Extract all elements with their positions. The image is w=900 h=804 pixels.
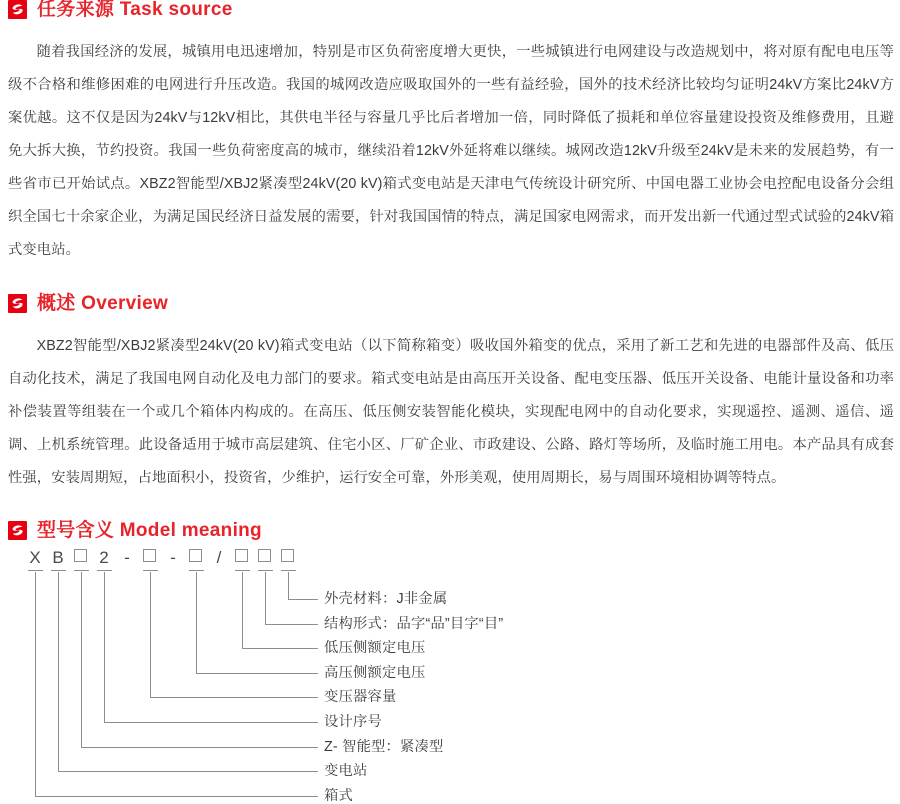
leader-line-vertical xyxy=(196,572,197,673)
section-title: 概述 Overview xyxy=(37,293,169,314)
model-code-label: 变电站 xyxy=(324,763,368,780)
spacer xyxy=(0,267,900,294)
code-placeholder-box xyxy=(189,549,202,562)
code-slot-underline xyxy=(97,570,112,571)
code-slot-underline xyxy=(28,570,43,571)
leader-line-horizontal xyxy=(104,722,318,723)
leader-line-vertical xyxy=(81,572,82,747)
model-code-label: 高压侧额定电压 xyxy=(324,664,426,681)
leader-line-horizontal xyxy=(196,673,318,674)
spacer xyxy=(0,495,900,521)
paragraph-overview: XBZ2智能型/XBJ2紧凑型24kV(20 kV)箱式变电站（以下简称箱变）吸收国外箱变的优点，采用了新工艺和先进的电器部件及高、低压自动化技术，满足了我国电网自动化及电力部门的要求。箱式变电站是由高压开关设备、配电变压器、低压开关设备、电能计量设备和功率补偿装置等组装在一个或几个箱体内构成的。在高压、低压侧安装智能化模块，实现配电网中的自动化要求，实现遥控、遥测、遥信、遥调、上机系统管理。此设备适用于城市高层建筑、住宅小区、厂矿企业、市政建设、公路、路灯等场所，及临时施工用电。本产品具有成套性强，安装周期短，占地面积小，投资省，少维护，运行安全可靠，外形美观，使用周期长，易与周围环境相协调等特点。 xyxy=(8,338,894,486)
code-slot-underline xyxy=(51,570,66,571)
code-separator: / xyxy=(216,548,222,567)
code-character: B xyxy=(52,548,64,567)
code-slot-underline xyxy=(281,570,296,571)
leader-line-horizontal xyxy=(35,796,318,797)
section-title: 任务来源 Task source xyxy=(37,0,233,20)
section-heading-overview xyxy=(0,294,900,313)
code-separator: - xyxy=(124,548,130,567)
code-placeholder-box xyxy=(235,549,248,562)
code-slot-underline xyxy=(74,570,89,571)
leaf-ribbon-icon xyxy=(8,521,27,540)
spacer xyxy=(0,19,900,36)
code-slot-underline xyxy=(189,570,204,571)
code-separator: - xyxy=(170,548,176,567)
leader-line-horizontal xyxy=(265,624,318,625)
leader-line-vertical xyxy=(265,572,266,624)
leader-line-horizontal xyxy=(150,697,318,698)
code-placeholder-box xyxy=(281,549,294,562)
leaf-ribbon-icon xyxy=(8,294,27,313)
model-code-label: 设计序号 xyxy=(324,714,382,730)
leader-line-vertical xyxy=(150,572,151,697)
code-slot-underline xyxy=(143,570,158,571)
code-placeholder-box xyxy=(143,549,156,562)
code-character: 2 xyxy=(99,548,109,567)
leader-line-horizontal xyxy=(288,599,318,600)
section-heading-model-meaning xyxy=(0,521,900,540)
section-heading-task-source xyxy=(0,0,900,19)
leader-line-vertical xyxy=(242,572,243,648)
leader-line-horizontal xyxy=(81,747,318,748)
code-placeholder-box xyxy=(74,549,87,562)
code-placeholder-box xyxy=(258,549,271,562)
leader-line-vertical xyxy=(104,572,105,722)
code-character: X xyxy=(29,548,41,567)
code-slot-underline xyxy=(258,570,273,571)
leader-line-vertical xyxy=(35,572,36,796)
model-code-label: 箱式 xyxy=(324,787,353,804)
leader-line-vertical xyxy=(288,572,289,599)
section-title: 型号含义 Model meaning xyxy=(37,520,262,541)
model-code-label: 外壳材料：J非金属 xyxy=(324,591,448,607)
model-code-diagram xyxy=(0,546,900,804)
model-code-label: Z- 智能型：紧凑型 xyxy=(324,738,444,755)
leader-line-horizontal xyxy=(58,771,318,772)
model-code-label: 低压侧额定电压 xyxy=(324,640,426,657)
code-slot-underline xyxy=(235,570,250,571)
leaf-ribbon-icon xyxy=(8,0,27,19)
model-code-label: 变压器容量 xyxy=(324,689,397,706)
leader-line-vertical xyxy=(58,572,59,771)
spacer xyxy=(0,313,900,330)
model-code-label: 结构形式：品字“品”目字“目” xyxy=(324,615,504,632)
leader-line-horizontal xyxy=(242,648,318,649)
paragraph-task-source: 随着我国经济的发展，城镇用电迅速增加，特别是市区负荷密度增大更快，一些城镇进行电网建设与改造规划中，将对原有配电电压等级不合格和维修困难的电网进行升压改造。我国的城网改造应吸取国外的一些有益经验，国外的技术经济比较均匀证明24kV方案比24kV方案优越。这不仅是因为24kV与12kV相比，其供电半径与容量几乎比后者增加一倍，同时降低了损耗和单位容量建设投资及维修费用，且避免大拆大换，节约投资。我国一些负荷密度高的城市，继续沿着12kV外延将难以继续。城网改造12kV升级至24kV是未来的发展趋势，有一些省市已开始试点。XBZ2智能型/XBJ2紧凑型24kV(20 kV)箱式变电站是天津电气传统设计研究所、中国电器工业协会电控配电设备分会组织全国七十余家企业，为满足国民经济日益发展的需要，针对我国国情的特点，满足国家电网需求，而开发出新一代通过型式试验的24kV箱式变电站。 xyxy=(8,44,894,258)
